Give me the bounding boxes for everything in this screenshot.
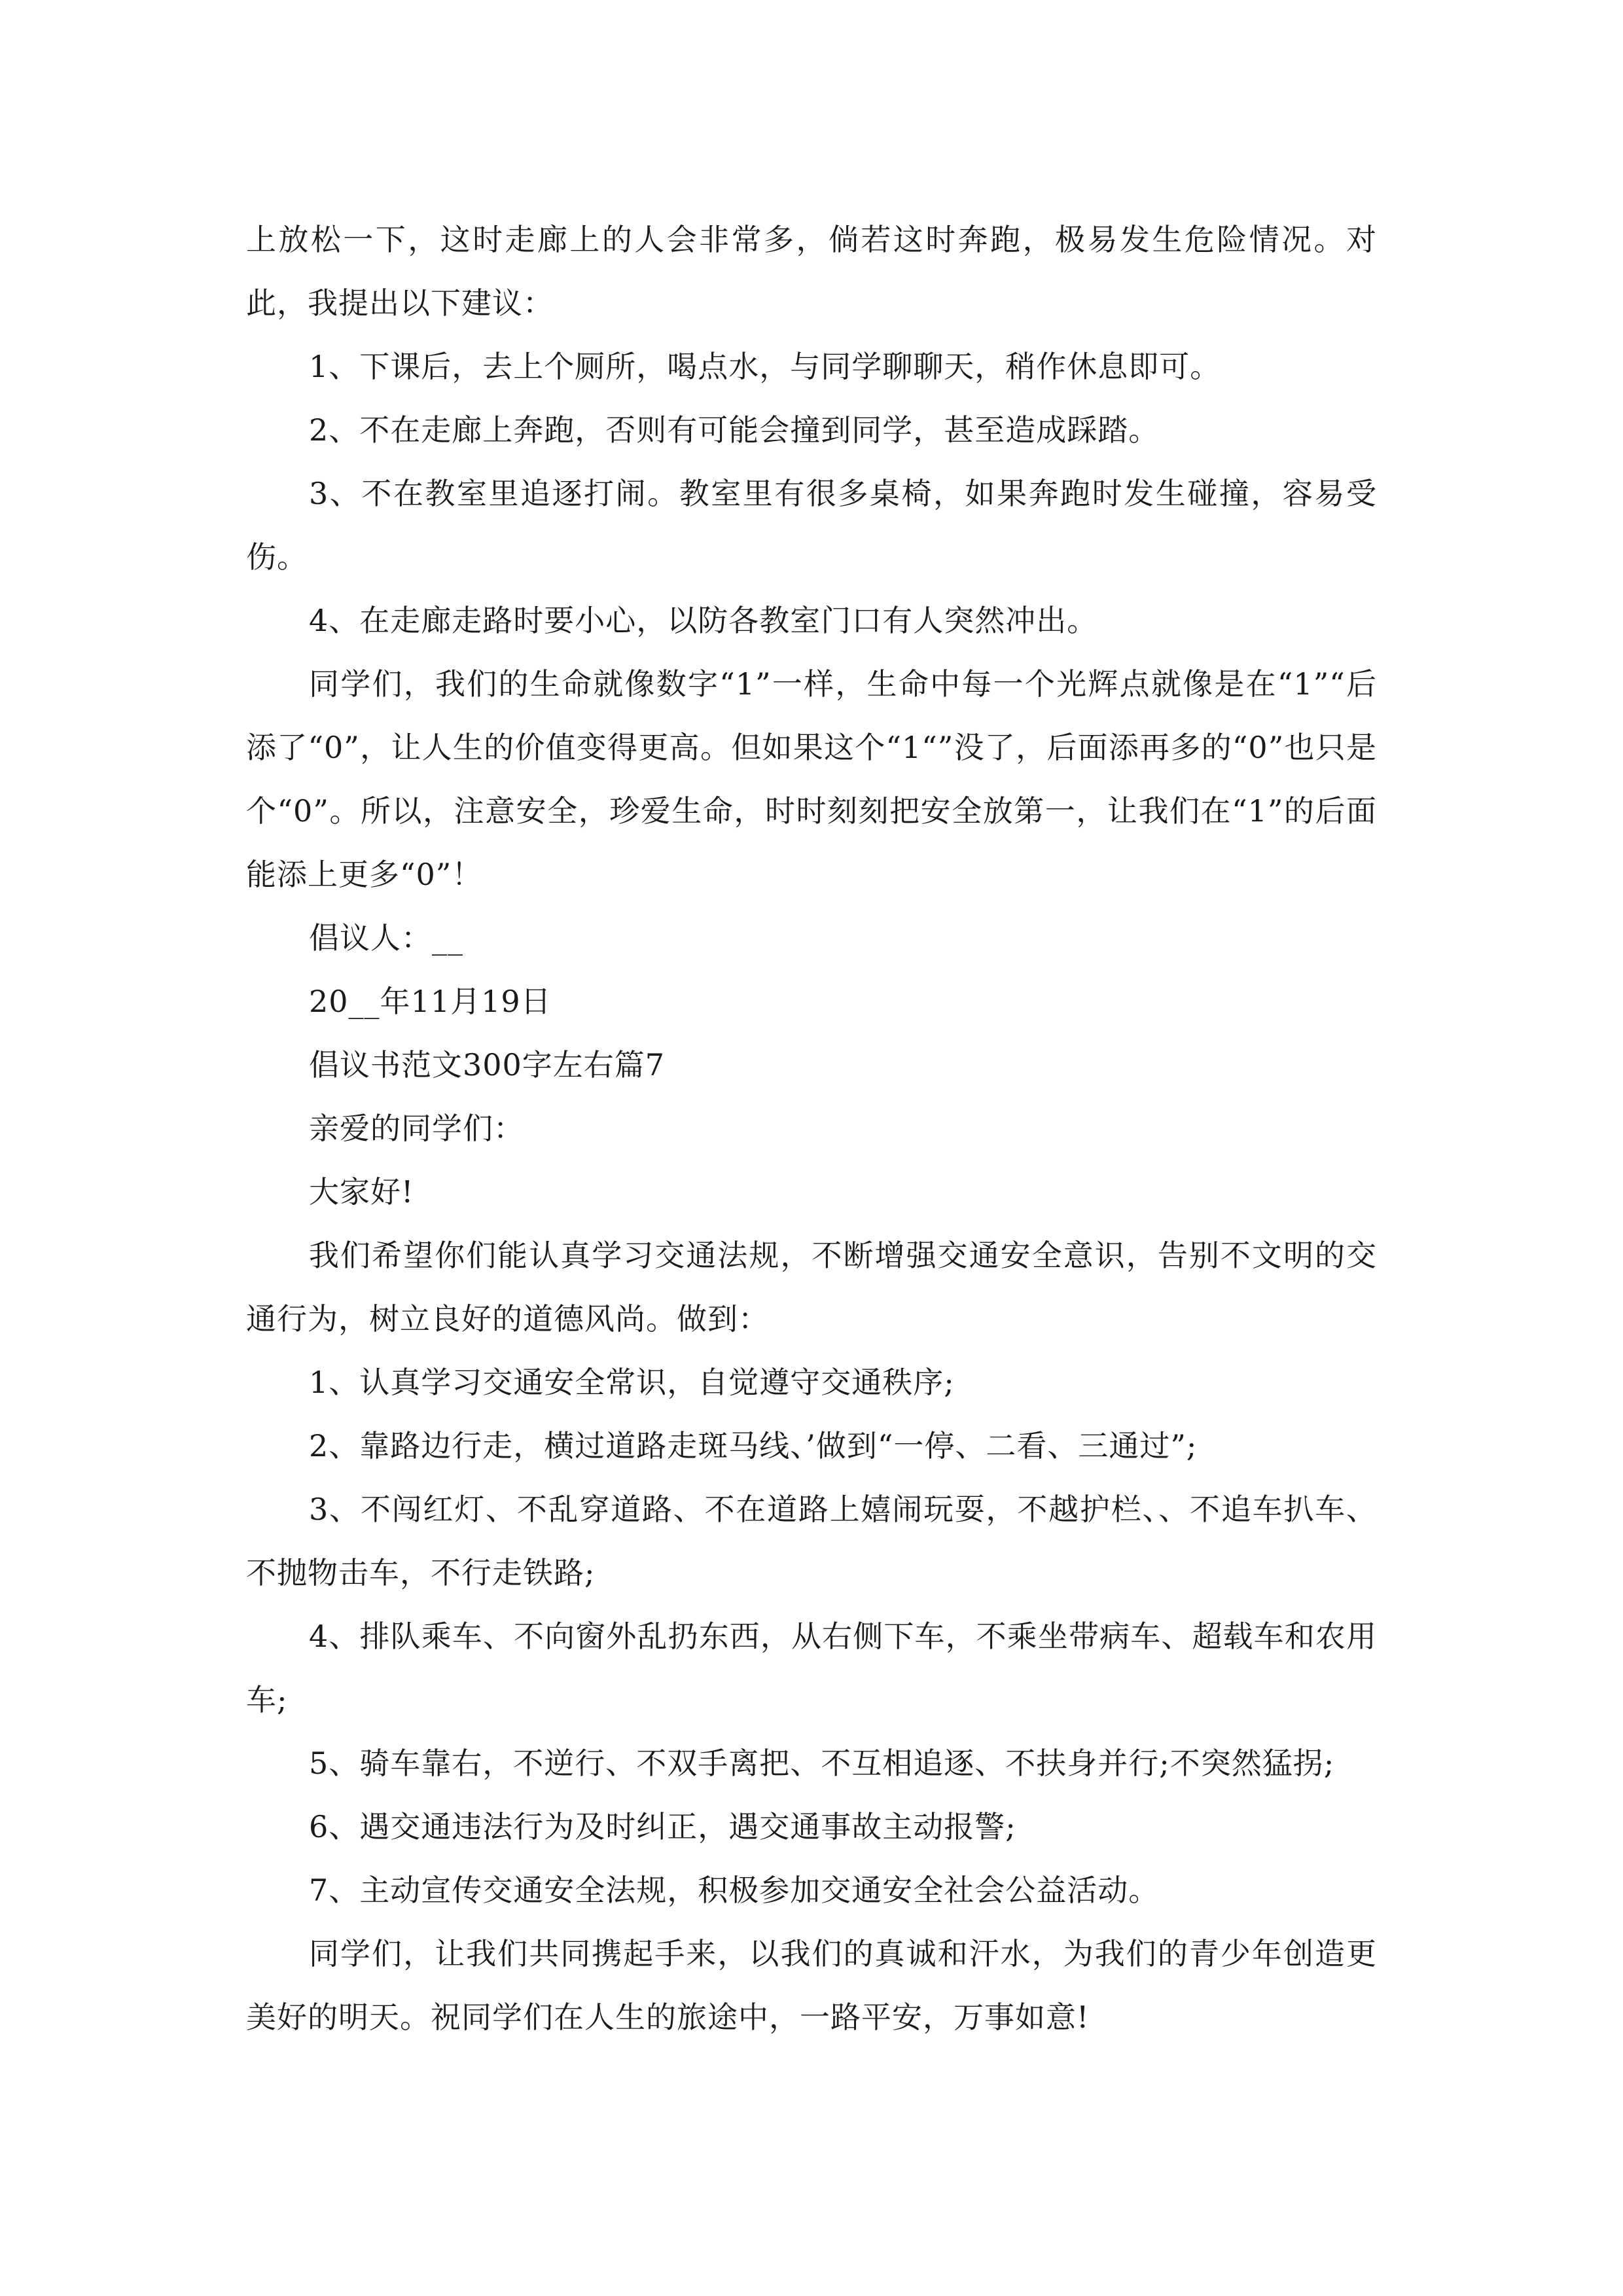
list-item-report-violations: 6、遇交通违法行为及时纠正，遇交通事故主动报警; [309,1809,1016,1844]
salutation: 亲爱的同学们： [309,1111,524,1146]
list-item-careful-walking: 4、在走廊走路时要小心，以防各教室门口有人突然冲出。 [309,603,1098,638]
list-item-walk-roadside: 2、靠路边行走，横过道路走斑马线、’做到“一停、二看、三通过”; [309,1428,1198,1463]
document-body [246,208,1377,2049]
paragraph-life-number-one: 同学们，我们的生命就像数字“1”一样，生命中每一个光辉点就像是在“1”“后添了“0”，让人生的价值变得更高。但如果这个“1“”没了，后面添再多的“0”也只是个“0”。所以，注意安全，珍爱生命，时时刻刻把安全放第一，让我们在“1”的后面能添上更多“0”！ [246,666,1377,892]
greeting: 大家好! [309,1174,414,1210]
list-item-learn-traffic-rules: 1、认真学习交通安全常识，自觉遵守交通秩序; [309,1365,955,1400]
list-item-no-chasing-classroom: 3、不在教室里追逐打闹。教室里有很多桌椅，如果奔跑时发生碰撞，容易受伤。 [246,476,1377,575]
list-item-no-red-light: 3、不闯红灯、不乱穿道路、不在道路上嬉闹玩耍，不越护栏、、不追车扒车、不抛物击车，不行走铁路; [246,1492,1377,1590]
section-heading: 倡议书范文300字左右篇7 [309,1047,666,1083]
signature-proposer: 倡议人：__ [309,920,463,956]
list-item-queue-for-bus: 4、排队乘车、不向窗外乱扔东西，从右侧下车，不乘坐带病车、超载车和农用车; [246,1619,1377,1717]
paragraph-safety-intro: 上放松一下，这时走廊上的人会非常多，倘若这时奔跑，极易发生危险情况。对此，我提出以下建议： [246,222,1377,321]
list-item-after-class: 1、下课后，去上个厕所，喝点水，与同学聊聊天，稍作休息即可。 [309,349,1221,384]
paragraph-traffic-intro: 我们希望你们能认真学习交通法规，不断增强交通安全意识，告别不文明的交通行为，树立良好的道德风尚。做到： [246,1238,1377,1336]
paragraph-closing: 同学们，让我们共同携起手来，以我们的真诚和汗水，为我们的青少年创造更美好的明天。祝同学们在人生的旅途中，一路平安，万事如意! [246,1936,1377,2035]
signature-date: 20__年11月19日 [309,984,552,1019]
list-item-promote-safety: 7、主动宣传交通安全法规，积极参加交通安全社会公益活动。 [309,1873,1160,1908]
list-item-ride-right: 5、骑车靠右，不逆行、不双手离把、不互相追逐、不扶身并行;不突然猛拐; [309,1746,1335,1781]
list-item-no-running-corridor: 2、不在走廊上奔跑，否则有可能会撞到同学，甚至造成踩踏。 [309,412,1160,448]
